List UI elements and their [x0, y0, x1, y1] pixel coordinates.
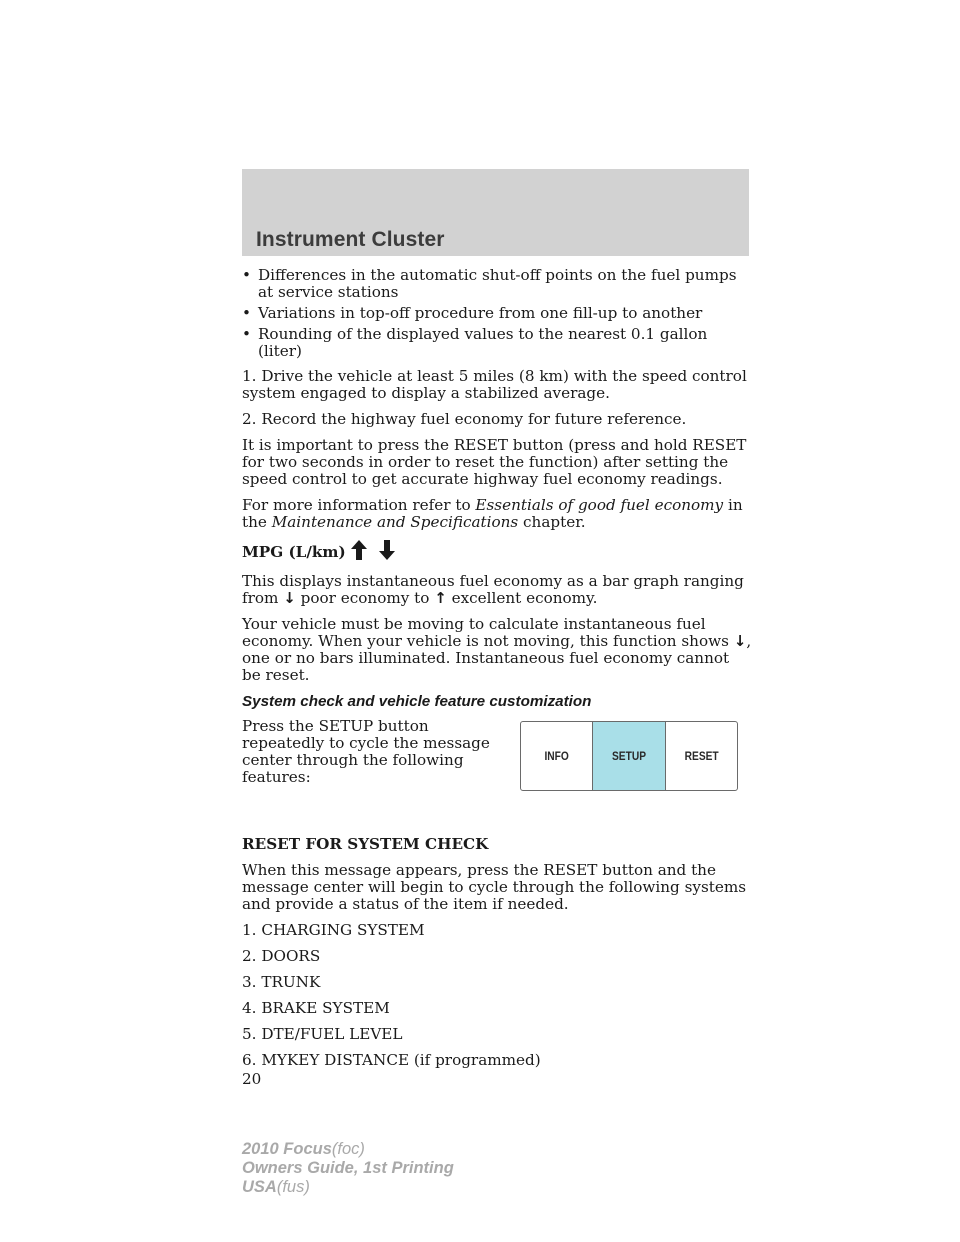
arrow-down-icon	[379, 540, 395, 560]
step-2: 2. Record the highway fuel economy for future reference.	[242, 410, 687, 428]
footer-line-3	[242, 1178, 454, 1197]
arrow-up-icon	[351, 540, 367, 560]
bullet-icon: •	[242, 266, 251, 284]
system-item: 3. TRUNK	[242, 973, 321, 991]
page-number: 20	[242, 1070, 262, 1088]
more-info-suffix: chapter.	[523, 513, 586, 531]
section-title: Instrument Cluster	[256, 228, 445, 251]
system-item: 6. MYKEY DISTANCE (if programmed)	[242, 1051, 541, 1069]
more-info-middle: in the	[242, 496, 743, 531]
setup-button	[592, 722, 665, 790]
info-button: INFO	[544, 748, 569, 763]
system-check-heading: System check and vehicle feature customization	[242, 693, 592, 710]
footer-printing: Owners Guide, 1st Printing	[242, 1159, 454, 1177]
down-arrow-icon: ↓	[733, 632, 747, 650]
reset-system-check-text: When this message appears, press the RESET button and the message center will begin to cycle through the following systems and provide a status of the item if needed.	[242, 861, 747, 913]
footer-line-2	[242, 1159, 454, 1178]
reset-note: It is important to press the RESET button (press and hold RESET for two seconds in order to reset the function) after setting the speed control to get accurate highway fuel economy readings.	[242, 436, 747, 488]
bullet-text: Differences in the automatic shut-off points on the fuel pumps at service stations	[258, 266, 737, 301]
mpg-description	[242, 573, 752, 607]
footer-line-1	[242, 1140, 454, 1159]
mpg-moving-part2: , one or no bars illuminated. Instantaneous fuel economy cannot be reset.	[242, 632, 752, 684]
footer-imprint	[242, 1140, 454, 1197]
bullet-item	[242, 267, 752, 301]
footer-model: 2010 Focus	[242, 1140, 332, 1158]
mpg-desc-part3: excellent economy.	[451, 589, 598, 607]
mpg-desc-part2: poor economy to	[300, 589, 430, 607]
page-content	[242, 267, 752, 1088]
more-info-prefix: For more information refer to	[242, 496, 471, 514]
mpg-moving-part1: Your vehicle must be moving to calculate instantaneous fuel economy. When your vehicle is not moving, this function shows	[242, 615, 729, 650]
step-1: 1. Drive the vehicle at least 5 miles (8 km) with the speed control system engaged to display a stabilized average.	[242, 367, 747, 402]
mpg-moving-note	[242, 616, 752, 684]
bullet-text: Variations in top-off procedure from one fill-up to another	[258, 304, 703, 322]
reset-system-check-heading: RESET FOR SYSTEM CHECK	[242, 835, 489, 853]
message-center-button-panel	[520, 721, 738, 791]
footer-market: USA	[242, 1178, 277, 1196]
setup-instructions: Press the SETUP button repeatedly to cycle the message center through the following features:	[242, 717, 490, 786]
bullet-text: Rounding of the displayed values to the nearest 0.1 gallon (liter)	[258, 325, 708, 360]
system-item: 2. DOORS	[242, 947, 321, 965]
system-item: 5. DTE/FUEL LEVEL	[242, 1025, 403, 1043]
bullet-item	[242, 326, 752, 360]
setup-button-label: SETUP	[611, 748, 646, 763]
bullet-icon: •	[242, 325, 251, 343]
mpg-heading: MPG (L/km)	[242, 543, 346, 561]
footer-model-code: (foc)	[331, 1140, 365, 1158]
bullet-icon: •	[242, 304, 251, 322]
system-item: 4. BRAKE SYSTEM	[242, 999, 390, 1017]
mpg-heading-row	[242, 540, 752, 564]
setup-row	[242, 718, 752, 828]
maintenance-reference: Maintenance and Specifications	[271, 513, 519, 531]
footer-market-code: (fus)	[276, 1178, 310, 1196]
more-info-paragraph	[242, 497, 752, 531]
mpg-arrows	[351, 540, 395, 564]
bullet-item	[242, 305, 752, 322]
system-item: 1. CHARGING SYSTEM	[242, 921, 425, 939]
fuel-economy-reference: Essentials of good fuel economy	[475, 496, 724, 514]
up-arrow-icon: ↑	[434, 589, 447, 607]
reset-button: RESET	[684, 748, 719, 763]
down-arrow-icon: ↓	[283, 589, 296, 607]
mpg-desc-part1: This displays instantaneous fuel economy as a bar graph ranging from	[242, 572, 744, 607]
